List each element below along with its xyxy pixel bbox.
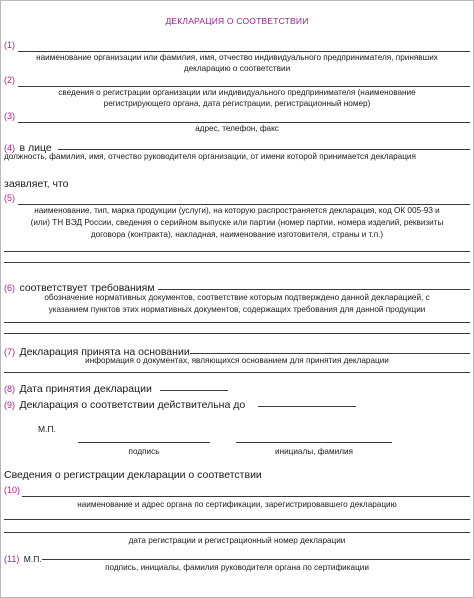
field-11-stamp: М.П.: [23, 554, 42, 564]
field-10-extra-line[interactable]: [4, 519, 470, 520]
field-5-extra-line-1[interactable]: [4, 251, 470, 252]
field-3-line[interactable]: [18, 122, 470, 123]
field-6-extra-line-2[interactable]: [4, 333, 470, 334]
field-1-line[interactable]: [18, 51, 470, 52]
registration-date-line[interactable]: [4, 532, 470, 533]
signature-caption: подпись: [128, 447, 160, 456]
field-4-number: (4): [4, 143, 15, 153]
field-6-number: (6): [4, 283, 15, 293]
field-4-label: в лице: [19, 142, 52, 154]
field-6-extra-line-1[interactable]: [4, 322, 470, 323]
field-5-caption-line3: договора (контракта), накладная, наименование изготовителя, страны и т.п.): [90, 230, 384, 239]
declares-label: заявляет, что: [4, 178, 69, 190]
field-8-label: Дата принятия декларации: [19, 383, 152, 395]
initials-line[interactable]: [236, 442, 392, 443]
field-6-label: соответствует требованиям: [19, 282, 155, 294]
registration-heading: Сведения о регистрации декларации о соответствии: [4, 469, 262, 481]
field-9-row: [4, 395, 245, 413]
initials-caption: инициалы, фамилия: [275, 447, 353, 456]
field-8-number: (8): [4, 384, 15, 394]
field-7-extra-line[interactable]: [4, 372, 470, 373]
field-10-caption: наименование и адрес органа по сертификации, зарегистрировавшего декларацию: [77, 500, 397, 509]
field-7-number: (7): [4, 347, 15, 357]
field-9-number: (9): [4, 400, 15, 410]
field-2-caption-line2: регистрирующего органа, дата регистрации, регистрационный номер): [103, 99, 371, 108]
field-3-number: (3): [4, 111, 15, 121]
field-10-number: (10): [4, 485, 21, 495]
field-3-caption: адрес, телефон, факс: [195, 124, 279, 133]
field-5-caption-line2: (или) ТН ВЭД России, сведения о серийном выпуске или партии (номер партии, номера изделий, реквизиты: [30, 218, 444, 227]
field-8-line[interactable]: [160, 390, 228, 391]
field-6-caption-line1: обозначение нормативных документов, соответствие которым подтверждено данной декларацией, с: [44, 293, 430, 302]
field-11-number: (11): [4, 554, 20, 564]
field-5-number: (5): [4, 193, 15, 203]
field-1-caption-line1: наименование организации или фамилия, имя, отчество индивидуального предпринимателя, принявших: [36, 53, 438, 62]
field-7-line[interactable]: [190, 353, 470, 354]
document-title: ДЕКЛАРАЦИЯ О СООТВЕТСТВИИ: [165, 16, 309, 26]
field-11-caption: подпись, инициалы, фамилия руководителя органа по сертификации: [105, 563, 369, 572]
field-6-caption-line2: указанием пунктов этих нормативных документов, содержащих требования для данной продукции: [48, 305, 426, 314]
field-4-caption: должность, фамилия, имя, отчество руководителя организации, от имени которой принимается декларация: [4, 152, 416, 161]
field-6-line[interactable]: [158, 289, 470, 290]
field-5-extra-line-2[interactable]: [4, 262, 470, 263]
field-10-line[interactable]: [22, 496, 470, 497]
field-1-caption-line2: декларацию о соответствии: [183, 64, 291, 73]
stamp-placeholder: М.П.: [38, 424, 56, 434]
signature-line[interactable]: [78, 442, 210, 443]
field-2-number: (2): [4, 75, 15, 85]
field-1-number: (1): [4, 40, 15, 50]
registration-date-caption: дата регистрации и регистрационный номер декларации: [128, 536, 346, 545]
field-5-caption-line1: наименование, тип, марка продукции (услуги), на которую распространяется декларация, код ОК 005-93 и: [34, 206, 440, 215]
field-2-caption-line1: сведения о регистрации организации или индивидуального предпринимателя (наименование: [58, 88, 416, 97]
field-7-label: Декларация принята на основании: [19, 346, 190, 358]
field-7-caption: информация о документах, являющихся основанием для принятия декларации: [85, 356, 389, 365]
field-9-label: Декларация о соответствии действительна до: [19, 399, 246, 411]
field-11-line[interactable]: [42, 559, 470, 560]
field-9-line[interactable]: [258, 406, 356, 407]
field-5-line[interactable]: [18, 204, 470, 205]
field-4-line[interactable]: [58, 149, 470, 150]
field-2-line[interactable]: [18, 86, 470, 87]
